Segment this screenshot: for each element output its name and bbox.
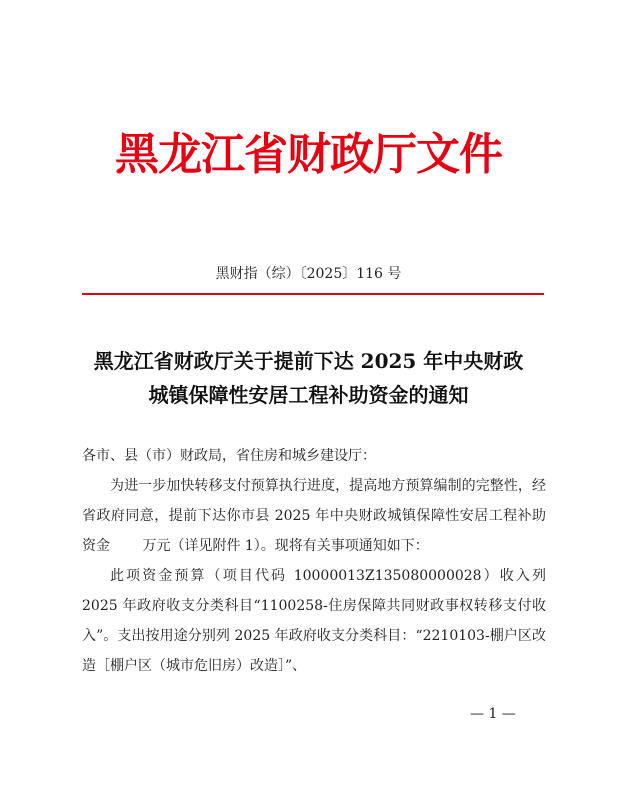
document-title-line-2: 城镇保障性安居工程补助资金的通知 [148,383,469,407]
document-masthead: 黑龙江省财政厅文件 [115,129,502,180]
document-body [82,441,546,681]
body-paragraph-1: 为进一步加快转移支付预算执行进度，提高地方预算编制的完整性，经省政府同意，提前下达你市县 2025 年中央财政城镇保障性安居工程补助资金 万元（详见附件 1）。现将有关事项通知如下： [82,478,546,554]
salutation: 各市、县（市）财政局，省住房和城乡建设厅： [82,448,376,464]
document-number: 黑财指（综）〔2025〕116 号 [215,266,402,282]
red-divider-line [82,293,544,295]
body-paragraph-2: 此项资金预算（项目代码 10000013Z135080000028）收入列 2025 年政府收支分类科目“1100258-住房保障共同财政事权转移支付收入”。支出按用途分别列 2025 年政府收支分类科目：“2210103-棚户区改造［棚户区（城市危旧房）改造］”、 [82,568,546,674]
document-title [60,344,557,412]
document-title-line-1: 黑龙江省财政厅关于提前下达 2025 年中央财政 [93,349,524,373]
page-number: — 1 — [470,706,516,722]
